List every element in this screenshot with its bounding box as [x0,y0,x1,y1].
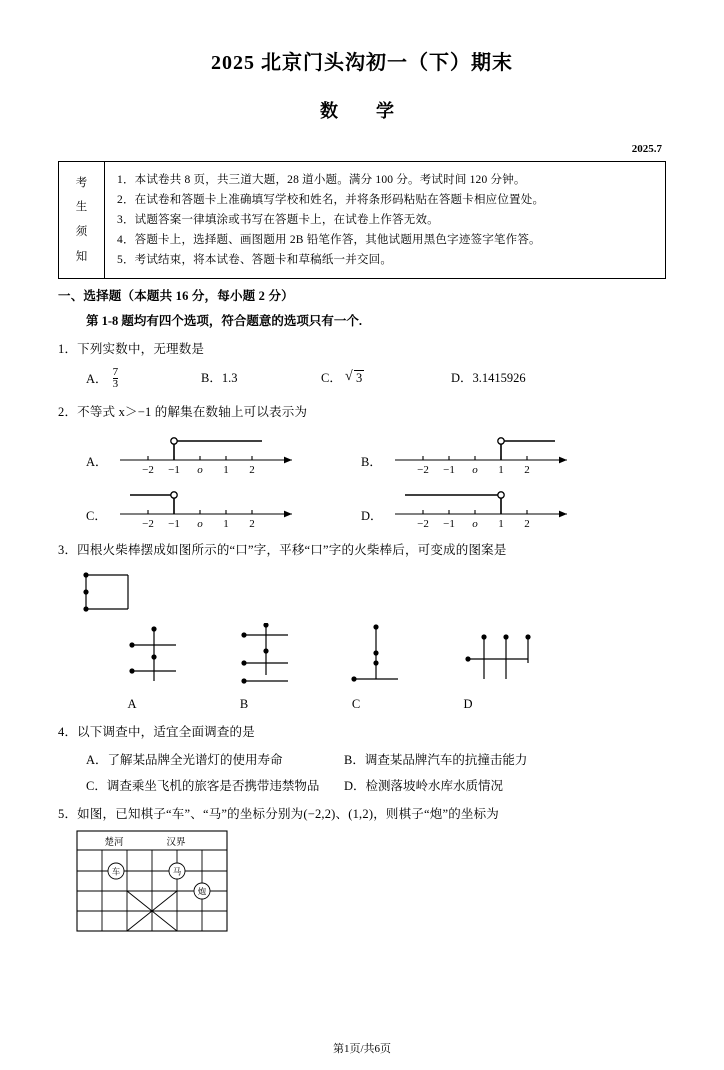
question-2-choices-row-2 [86,482,666,530]
question-stem: 如图，已知棋子“车”、“马”的坐标分别为(−2,2)、(1,2)，则棋子“炮”的坐标为 [77,807,499,822]
svg-text:−1: −1 [443,463,455,476]
option-b-value: 1.3 [221,370,238,385]
notice-item: 3．试题答案一律填涂或书写在答题卡上，在试卷上作答无效。 [117,213,439,226]
fraction-seven-thirds: $\frac{7}{3}$ [112,365,119,391]
matchstick-option-d [465,635,530,680]
notice-side-char: 须 [75,225,88,238]
question-5 [58,805,666,824]
subject-title: 数 学 [320,101,404,121]
question-1-options [86,365,666,392]
svg-text:−2: −2 [417,517,429,530]
page-title: 2025 北京门头沟初一（下）期末 [211,52,513,74]
notice-side-char: 生 [75,201,88,214]
svg-text:o: o [472,517,478,530]
svg-text:汉界: 汉界 [166,837,186,848]
svg-text:2: 2 [249,517,255,530]
option-a-label: A． [86,371,108,386]
svg-text:−2: −2 [142,517,154,530]
svg-text:楚河: 楚河 [104,837,124,848]
choice-d[interactable] [361,482,636,530]
option-letter-c[interactable]: C [351,697,361,712]
sqrt-icon: √ 3 [345,370,364,386]
question-4-options-line-2 [86,776,666,794]
question-3-option-letters [76,697,666,712]
svg-text:1: 1 [223,517,229,530]
matchstick-options-figure [76,623,576,695]
option-d-label: D． [451,370,473,385]
question-stem: 不等式 x＞−1 的解集在数轴上可以表示为 [77,404,308,419]
svg-text:−1: −1 [443,517,455,530]
svg-text:1: 1 [498,463,504,476]
svg-text:−2: −2 [142,463,154,476]
section-subheading: 第 1-8 题均有四个选项，符合题意的选项只有一个. [86,314,363,329]
svg-text:−1: −1 [168,463,180,476]
question-stem: 四根火柴棒摆成如图所示的“口”字，平移“口”字的火柴棒后，可变成的图案是 [77,542,507,557]
number-line-d [387,482,587,530]
option-letter-b[interactable]: B [239,697,249,712]
option-c-label: C． [321,370,342,385]
svg-text:−1: −1 [168,517,180,530]
notice-item: 5．考试结束，将本试卷、答题卡和草稿纸一并交回。 [117,254,393,266]
question-2 [58,403,666,422]
option-letter-d[interactable]: D [463,697,473,712]
number-line-c [112,482,312,530]
matchstick-option-a [129,627,176,682]
option-b[interactable]: B．调查某品牌汽车的抗撞击能力 [344,753,528,768]
option-d-value: 3.1415926 [472,370,526,385]
number-line-b [387,428,587,476]
svg-text:马: 马 [172,866,182,877]
exam-page [0,46,724,1070]
candidate-notice-box [58,161,666,279]
choice-c-label: C． [86,508,107,523]
svg-text:车: 车 [111,866,121,877]
exam-date: 2025.7 [631,143,662,155]
notice-item: 4．答题卡上，选择题、画图题用 2B 铅笔作答，其他试题用黑色字迹签字笔作答。 [117,233,541,246]
question-3-option-figures [76,623,666,695]
svg-text:1: 1 [498,517,504,530]
choice-a[interactable] [86,428,361,476]
option-c[interactable] [321,368,451,392]
matchstick-option-c [351,625,398,682]
option-a[interactable] [86,365,201,392]
notice-item: 1．本试卷共 8 页，共三道大题，28 道小题。满分 100 分。考试时间 120 分钟。 [117,173,526,186]
svg-text:2: 2 [524,517,530,530]
page-footer: 第1页/共6页 [332,1043,392,1055]
option-letter-a[interactable]: A [127,697,137,712]
square-shape-icon [76,567,146,617]
option-c[interactable]: C．调查乘坐飞机的旅客是否携带违禁物品 [86,779,320,794]
svg-text:o: o [197,517,203,530]
question-number: 2． [58,404,78,419]
svg-text:2: 2 [249,463,255,476]
svg-text:o: o [197,463,203,476]
option-b-label: B． [201,370,222,385]
matchstick-option-b [241,623,288,684]
svg-text:−2: −2 [417,463,429,476]
question-2-choices-row-1 [86,428,666,476]
svg-text:o: o [472,463,478,476]
question-stem: 以下调查中，适宜全面调查的是 [77,725,255,740]
question-1 [58,340,666,359]
number-line-a [112,428,312,476]
option-a[interactable]: A．了解某品牌全光谱灯的使用寿命 [86,753,283,768]
notice-side-char: 知 [75,250,88,263]
choice-d-label: D． [361,508,383,523]
question-3 [58,541,666,560]
notice-side-label [59,162,105,278]
question-4-options-line-1 [86,750,666,768]
option-d[interactable] [451,368,526,392]
notice-items [105,162,665,278]
question-number: 1． [58,342,78,357]
notice-side-char: 考 [75,176,88,189]
xiangqi-board [76,830,236,935]
matchstick-square-figure [76,567,666,617]
question-4 [58,723,666,742]
option-b[interactable] [201,368,321,392]
svg-text:1: 1 [223,463,229,476]
chessboard-figure [76,830,666,935]
svg-text:2: 2 [524,463,530,476]
option-d[interactable]: D．检测落坡岭水库水质情况 [344,779,504,794]
question-number: 5． [58,807,78,822]
svg-text:炮: 炮 [197,886,207,897]
question-stem: 下列实数中，无理数是 [77,342,205,357]
question-number: 3． [58,542,78,557]
question-number: 4． [58,725,78,740]
notice-item: 2．在试卷和答题卡上准确填写学校和姓名，并将条形码粘贴在答题卡相应位置处。 [117,193,545,206]
choice-b-label: B． [361,454,382,469]
choice-b[interactable] [361,428,636,476]
choice-a-label: A． [86,454,108,469]
section-heading: 一、选择题（本题共 16 分，每小题 2 分） [58,289,294,304]
choice-c[interactable] [86,482,361,530]
